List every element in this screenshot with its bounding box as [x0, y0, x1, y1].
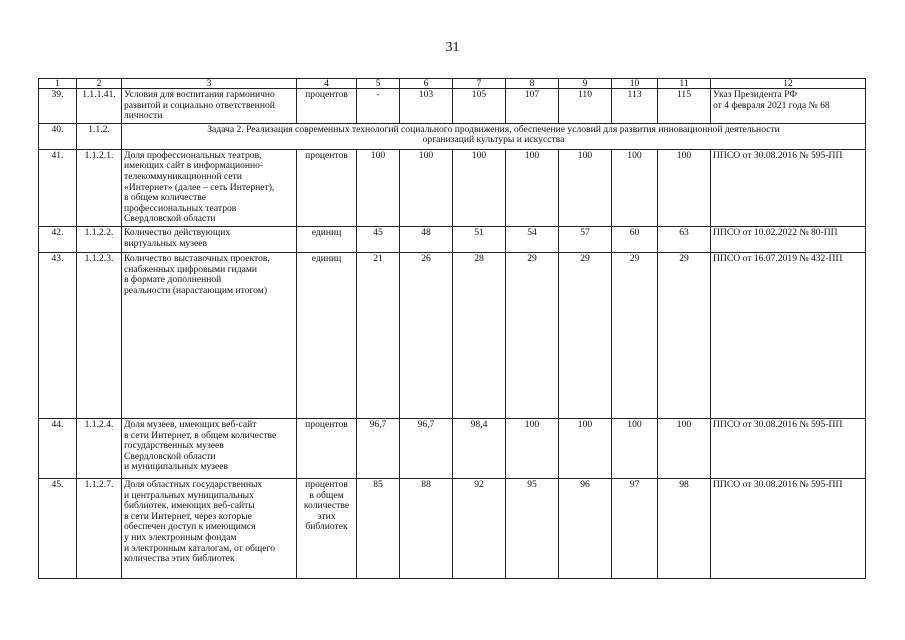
- indicator-name-line: развитой и социально ответственной: [124, 99, 275, 111]
- value-cell: 95: [506, 478, 559, 578]
- value-cell: 85: [357, 478, 400, 578]
- unit-line: этих: [317, 510, 336, 522]
- value-cell: 29: [658, 252, 711, 418]
- indicator-name-line: в сети Интернет, в общем количестве: [124, 429, 277, 441]
- row-code: 1.1.2.2.: [77, 226, 122, 252]
- value-cell: 51: [453, 226, 506, 252]
- value-cell: 100: [453, 149, 506, 226]
- indicator-name-line: в формате дополненной: [124, 274, 222, 286]
- header-cell: 10: [612, 79, 658, 89]
- row-number: 43.: [39, 252, 77, 418]
- unit: [297, 149, 357, 226]
- value-cell: 100: [506, 149, 559, 226]
- value-cell: 100: [357, 149, 400, 226]
- source-document-line: от 4 февраля 2021 года № 68: [713, 99, 830, 111]
- value-cell: 100: [658, 149, 711, 226]
- task-heading: [122, 123, 866, 149]
- value-cell: 100: [559, 418, 612, 478]
- unit: [297, 89, 357, 124]
- value-cell: 100: [658, 418, 711, 478]
- value-cell: 100: [612, 149, 658, 226]
- source-document: [711, 226, 866, 252]
- indicator-name-line: личности: [124, 110, 163, 122]
- table-row: [39, 123, 866, 149]
- header-cell: 8: [506, 79, 559, 89]
- value-cell: 54: [506, 226, 559, 252]
- value-cell: 29: [506, 252, 559, 418]
- row-number: 45.: [39, 478, 77, 578]
- table-row: [39, 89, 866, 124]
- header-cell: 1: [39, 79, 77, 89]
- source-document-line: ППСО от 30.08.2016 № 595-ПП: [713, 418, 843, 430]
- value-cell: 100: [400, 149, 453, 226]
- indicator-name-line: количества этих библиотек: [124, 553, 235, 565]
- indicator-name: [122, 418, 297, 478]
- indicator-name-line: в сети Интернет, через которые: [124, 510, 252, 522]
- value-cell: 45: [357, 226, 400, 252]
- value-cell: 103: [400, 89, 453, 124]
- header-cell: 2: [77, 79, 122, 89]
- table-row: [39, 418, 866, 478]
- indicator-name-line: виртуальных музеев: [124, 237, 208, 249]
- source-document-line: ППСО от 16.07.2019 № 432-ПП: [713, 252, 843, 264]
- indicator-name-line: профессиональных театров: [124, 202, 237, 214]
- table-row: [39, 149, 866, 226]
- indicator-name-line: телекоммуникационной сети: [124, 170, 242, 182]
- value-cell: 96: [559, 478, 612, 578]
- source-document: [711, 252, 866, 418]
- source-document-line: Указ Президента РФ: [713, 89, 797, 100]
- row-number: 44.: [39, 418, 77, 478]
- indicator-name-line: Количество действующих: [124, 226, 231, 238]
- header-cell: 3: [122, 79, 297, 89]
- value-cell: 105: [453, 89, 506, 124]
- indicator-name-line: и муниципальных музеев: [124, 461, 229, 473]
- value-cell: 107: [506, 89, 559, 124]
- unit-line: процентов: [305, 149, 348, 161]
- value-cell: 96,7: [400, 418, 453, 478]
- row-number: 42.: [39, 226, 77, 252]
- value-cell: 100: [559, 149, 612, 226]
- unit-line: процентов: [305, 418, 348, 430]
- value-cell: 113: [612, 89, 658, 124]
- header-cell: 5: [357, 79, 400, 89]
- indicator-name-line: Свердловской области: [124, 450, 216, 462]
- row-code: 1.1.2.7.: [77, 478, 122, 578]
- value-cell: 100: [612, 418, 658, 478]
- task-heading-line: организаций культуры и искусства: [422, 134, 565, 146]
- indicator-name-line: обеспечен доступ к имеющимся: [124, 521, 256, 533]
- header-cell: 7: [453, 79, 506, 89]
- indicator-name: [122, 226, 297, 252]
- unit-line: процентов: [305, 478, 348, 490]
- source-document-line: ППСО от 30.08.2016 № 595-ПП: [713, 149, 843, 161]
- indicator-name: [122, 478, 297, 578]
- value-cell: 115: [658, 89, 711, 124]
- indicator-name-line: у них электронным фондам: [124, 531, 237, 543]
- indicator-name-line: Количество выставочных проектов,: [124, 252, 270, 264]
- source-document: [711, 478, 866, 578]
- indicator-name: [122, 89, 297, 124]
- value-cell: 98,4: [453, 418, 506, 478]
- table-row: [39, 226, 866, 252]
- value-cell: 92: [453, 478, 506, 578]
- unit: [297, 226, 357, 252]
- unit: [297, 478, 357, 578]
- indicator-name: [122, 252, 297, 418]
- row-code: 1.1.2.: [77, 123, 122, 149]
- indicator-name-line: Свердловской области: [124, 213, 216, 225]
- indicators-table: [38, 78, 866, 579]
- value-cell: 26: [400, 252, 453, 418]
- source-document-line: ППСО от 10.02.2022 № 80-ПП: [713, 226, 838, 238]
- row-code: 1.1.2.4.: [77, 418, 122, 478]
- unit-line: количестве: [303, 500, 350, 512]
- table-row: [39, 252, 866, 418]
- indicator-name-line: и центральных муниципальных: [124, 489, 254, 501]
- row-number: 39.: [39, 89, 77, 124]
- header-cell: 4: [297, 79, 357, 89]
- unit-line: в общем: [309, 489, 344, 501]
- indicator-name-line: библиотек, имеющих веб-сайты: [124, 500, 255, 512]
- value-cell: -: [357, 89, 400, 124]
- indicator-name-line: Доля профессиональных театров,: [124, 149, 262, 161]
- row-number: 40.: [39, 123, 77, 149]
- row-code: 1.1.2.3.: [77, 252, 122, 418]
- header-row: [39, 79, 866, 89]
- value-cell: 96,7: [357, 418, 400, 478]
- value-cell: 48: [400, 226, 453, 252]
- indicator-name-line: Доля музеев, имеющих веб-сайт: [124, 418, 257, 430]
- value-cell: 97: [612, 478, 658, 578]
- row-code: 1.1.2.1.: [77, 149, 122, 226]
- value-cell: 21: [357, 252, 400, 418]
- row-number: 41.: [39, 149, 77, 226]
- value-cell: 29: [559, 252, 612, 418]
- row-code: 1.1.1.41.: [77, 89, 122, 124]
- unit: [297, 252, 357, 418]
- source-document: [711, 149, 866, 226]
- header-cell: 9: [559, 79, 612, 89]
- indicator-name-line: «Интернет» (далее – сеть Интернет),: [124, 181, 275, 193]
- indicator-name-line: в общем количестве: [124, 192, 206, 204]
- indicator-name-line: государственных музеев: [124, 440, 224, 452]
- source-document-line: ППСО от 30.08.2016 № 595-ПП: [713, 478, 843, 490]
- unit-line: библиотек: [305, 521, 348, 533]
- source-document: [711, 418, 866, 478]
- value-cell: 28: [453, 252, 506, 418]
- value-cell: 29: [612, 252, 658, 418]
- header-cell: 6: [400, 79, 453, 89]
- indicator-name-line: Условия для воспитания гармонично: [124, 89, 275, 100]
- unit-line: процентов: [305, 89, 348, 100]
- value-cell: 100: [506, 418, 559, 478]
- indicator-name: [122, 149, 297, 226]
- header-cell: 12: [711, 79, 866, 89]
- indicator-name-line: реальности (нарастающим итогом): [124, 284, 268, 296]
- page-number: 31: [445, 40, 460, 55]
- value-cell: 88: [400, 478, 453, 578]
- indicator-name-line: Доля областных государственных: [124, 478, 263, 490]
- unit-line: единиц: [311, 252, 342, 264]
- table-row: [39, 478, 866, 578]
- task-heading-line: Задача 2. Реализация современных технологий социального продвижения, обеспечение условий для развития инновационной деятельности: [207, 123, 780, 135]
- value-cell: 63: [658, 226, 711, 252]
- indicator-name-line: и электронным каталогам, от общего: [124, 542, 276, 554]
- indicator-name-line: снабженных цифровыми гидами: [124, 263, 258, 275]
- indicator-name-line: имеющих сайт в информационно-: [124, 160, 264, 172]
- value-cell: 60: [612, 226, 658, 252]
- value-cell: 110: [559, 89, 612, 124]
- source-document: [711, 89, 866, 124]
- value-cell: 57: [559, 226, 612, 252]
- value-cell: 98: [658, 478, 711, 578]
- unit: [297, 418, 357, 478]
- unit-line: единиц: [311, 226, 342, 238]
- header-cell: 11: [658, 79, 711, 89]
